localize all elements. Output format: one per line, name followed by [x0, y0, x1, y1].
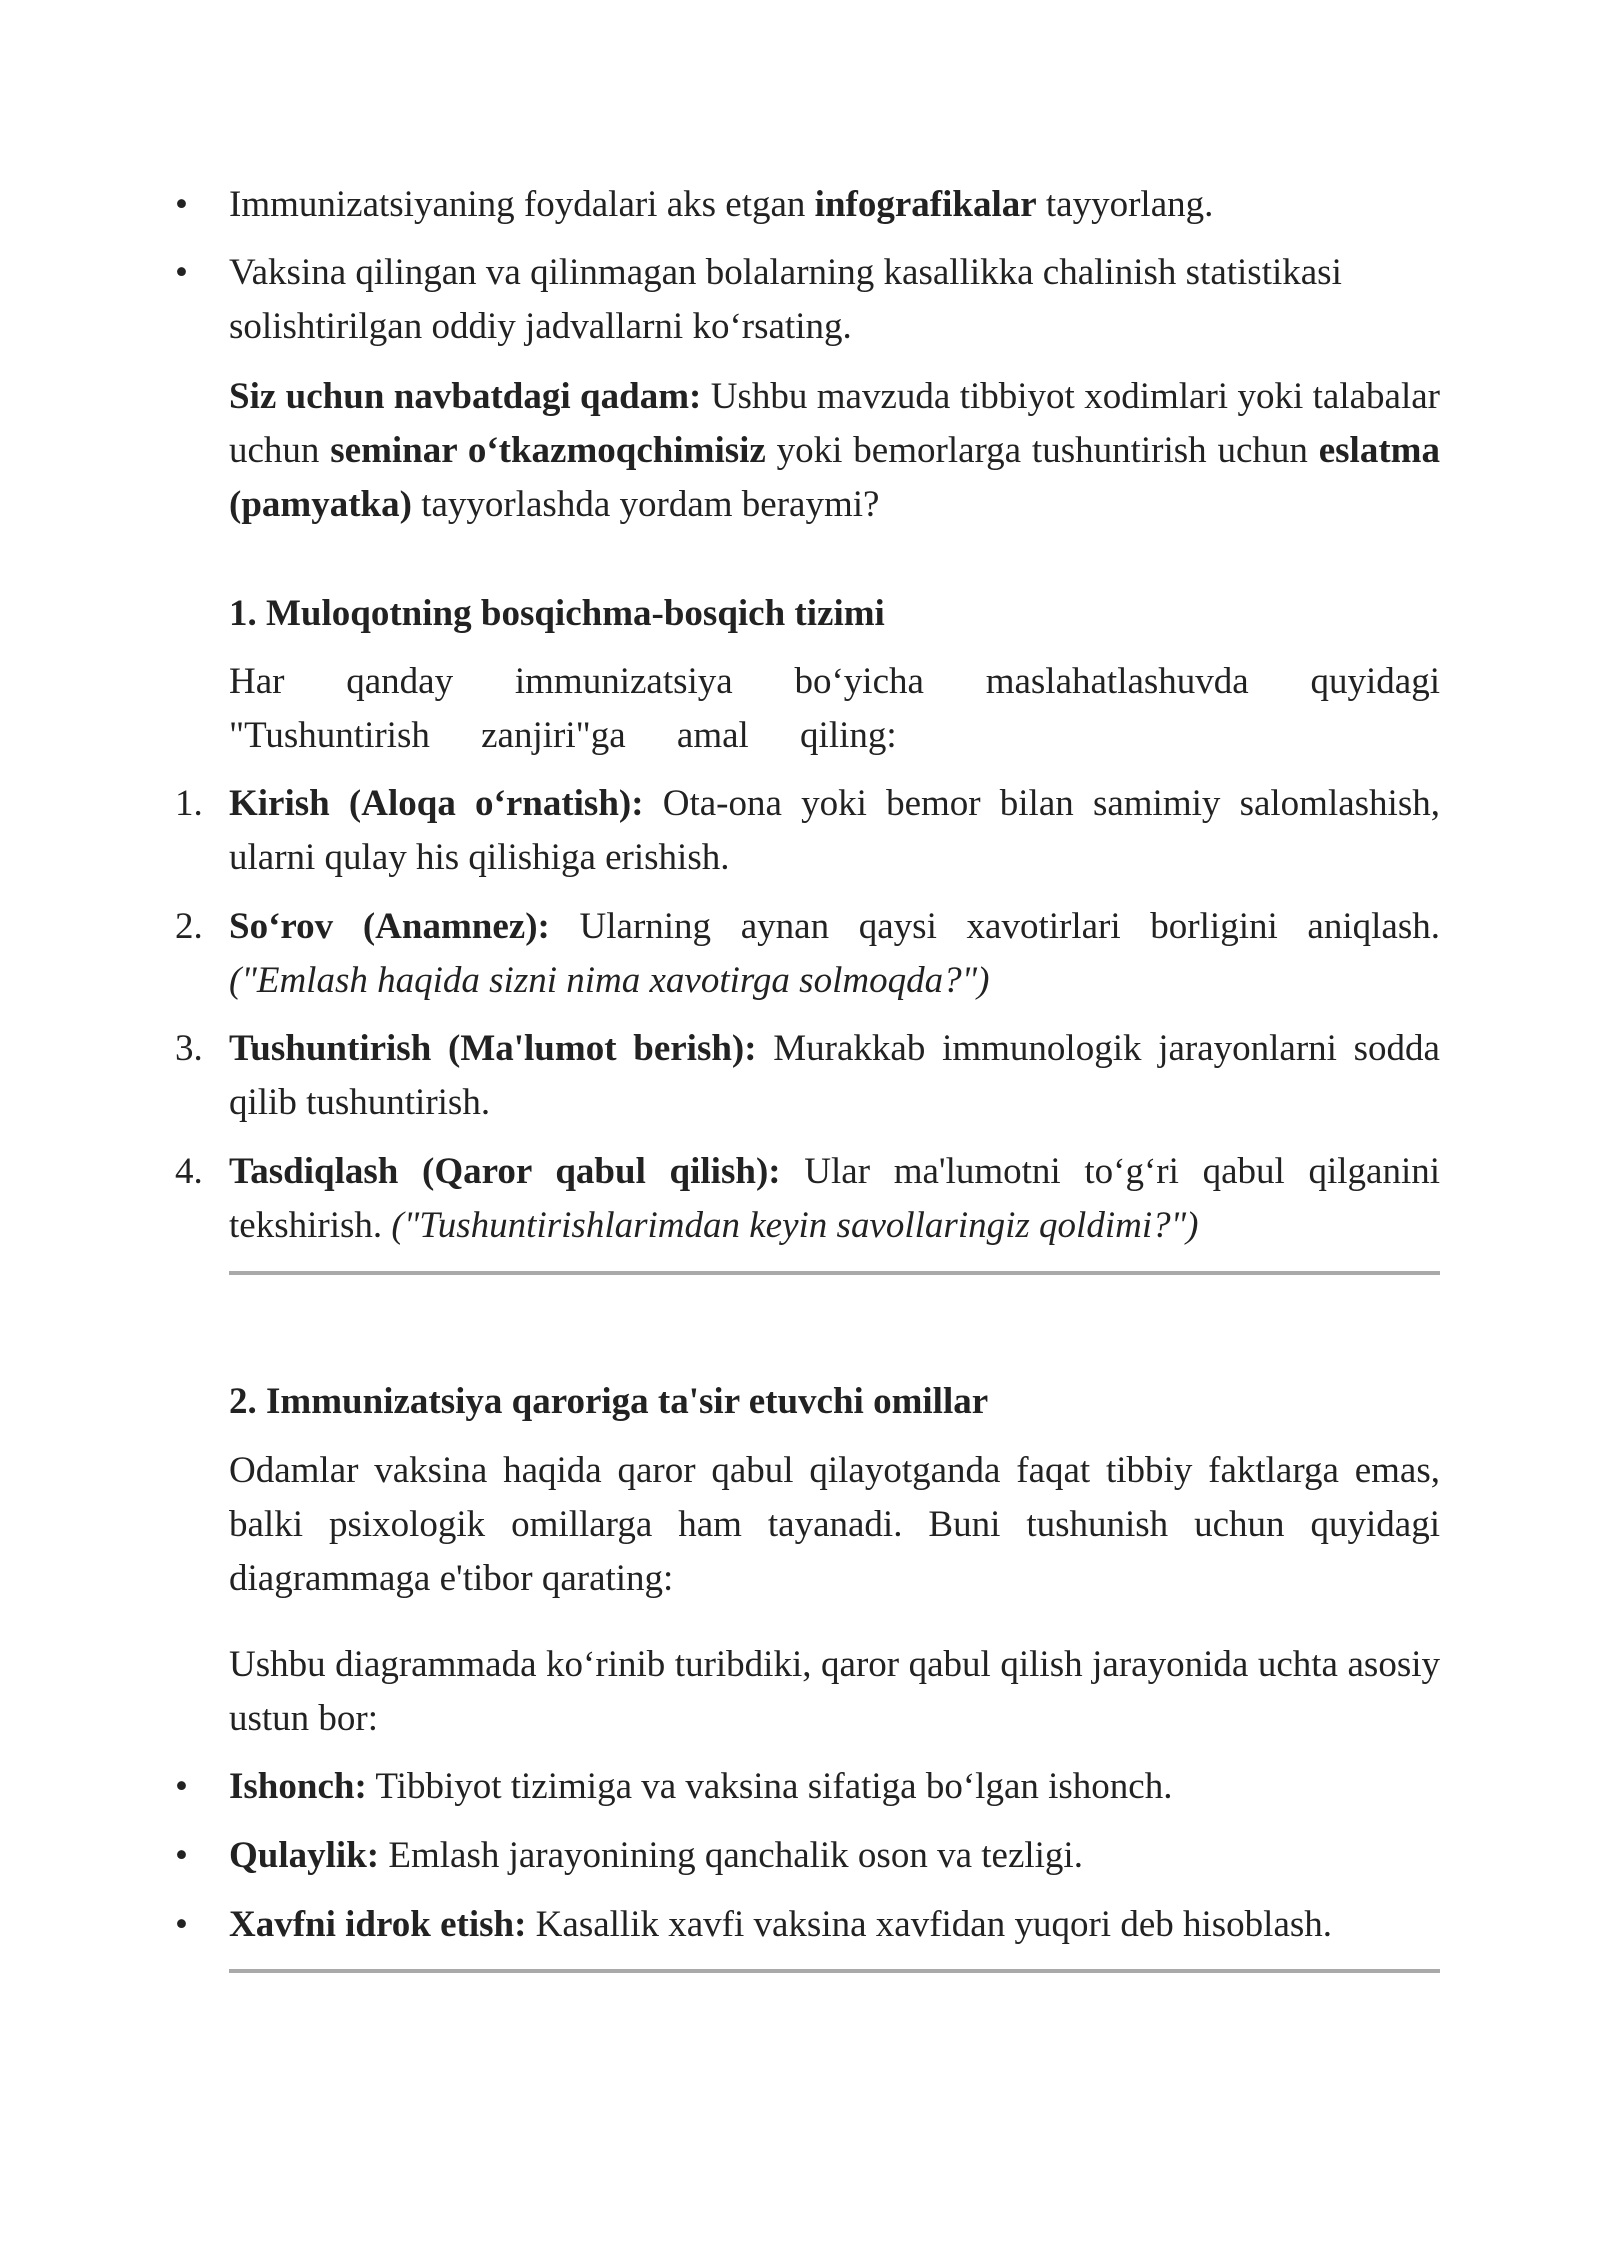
list-item: • Xavfni idrok etish: Kasallik xavfi vaksina xavfidan yuqori deb hisoblash.: [229, 1898, 1440, 1952]
numbered-step: 2. So‘rov (Anamnez): Ularning aynan qaysi xavotirlari borligini aniqlash. ("Emlash haqida sizni nima xavotirga solmoqda?"): [229, 900, 1440, 1008]
step-number: 4.: [175, 1151, 203, 1192]
bullet-marker: •: [175, 252, 188, 293]
numbered-step: 4. Tasdiqlash (Qaror qabul qilish): Ular ma'lumotni to‘g‘ri qabul qilganini tekshirish. ("Tushuntirishlarimdan keyin savollaringiz qoldimi?"): [229, 1145, 1440, 1253]
section-paragraph: Ushbu diagrammada ko‘rinib turibdiki, qaror qabul qilish jarayonida uchta asosiy ustun bor:: [229, 1644, 1440, 1739]
section-intro: Har qanday immunizatsiya bo‘yicha maslahatlashuvda quyidagi "Tushuntirish zanjiri"ga amal qiling:: [229, 661, 1440, 756]
bullet-marker: •: [175, 184, 188, 225]
bullet-marker: •: [175, 1835, 188, 1876]
list-item: • Vaksina qilingan va qilinmagan bolalarning kasallikka chalinish statistikasi solishtirilgan oddiy jadvallarni ko‘rsating.: [229, 246, 1440, 354]
section-paragraph: Odamlar vaksina haqida qaror qabul qilayotganda faqat tibbiy faktlarga emas, balki psixologik omillarga ham tayanadi. Buni tushunish uchun quyidagi diagrammaga e'tibor qarating:: [229, 1450, 1440, 1599]
list-item: • Immunizatsiyaning foydalari aks etgan infografikalar tayyorlang.: [229, 178, 1440, 232]
horizontal-rule: [229, 1969, 1440, 1973]
step-number: 2.: [175, 906, 203, 947]
section-heading: 1. Muloqotning bosqichma-bosqich tizimi: [229, 593, 885, 634]
step-number: 3.: [175, 1028, 203, 1069]
next-step-paragraph: Siz uchun navbatdagi qadam: Ushbu mavzuda tibbiyot xodimlari yoki talabalar uchun seminar o‘tkazmoqchimisiz yoki bemorlarga tushuntirish uchun eslatma (pamyatka) tayyorlashda yordam beraymi?: [229, 376, 1440, 525]
list-item: • Ishonch: Tibbiyot tizimiga va vaksina sifatiga bo‘lgan ishonch.: [229, 1760, 1440, 1814]
numbered-step: 1. Kirish (Aloqa o‘rnatish): Ota-ona yoki bemor bilan samimiy salomlashish, ularni qulay his qilishiga erishish.: [229, 777, 1440, 885]
section-heading: 2. Immunizatsiya qaroriga ta'sir etuvchi omillar: [229, 1381, 989, 1422]
horizontal-rule: [229, 1271, 1440, 1275]
bullet-marker: •: [175, 1766, 188, 1807]
step-number: 1.: [175, 783, 203, 824]
bullet-marker: •: [175, 1904, 188, 1945]
numbered-step: 3. Tushuntirish (Ma'lumot berish): Murakkab immunologik jarayonlarni sodda qilib tushuntirish.: [229, 1022, 1440, 1130]
list-item: • Qulaylik: Emlash jarayonining qanchalik oson va tezligi.: [229, 1829, 1440, 1883]
